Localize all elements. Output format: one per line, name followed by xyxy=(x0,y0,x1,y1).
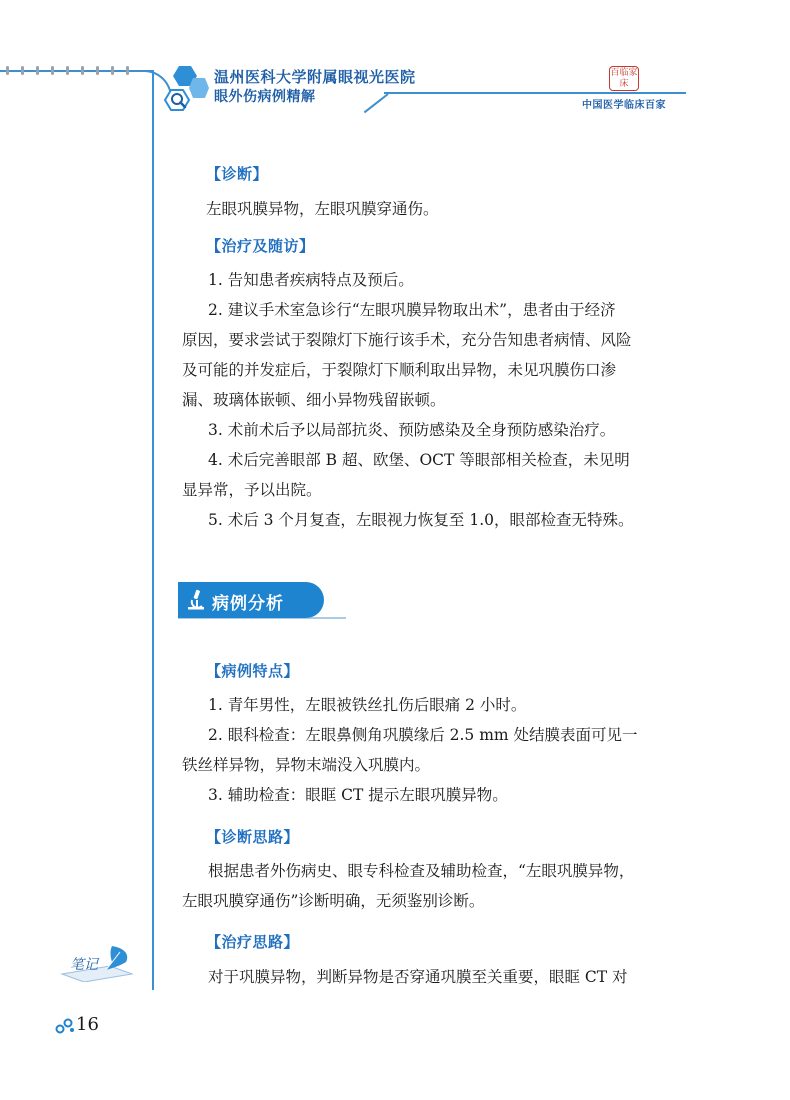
section-heading-diagnostic-thinking: 【诊断思路】 xyxy=(206,828,300,846)
header-subtitle: 眼外伤病例精解 xyxy=(214,89,316,105)
microscope-icon xyxy=(184,588,208,612)
margin-line xyxy=(152,70,154,990)
list-item: 3. 辅助检查：眼眶 CT 提示左眼巩膜异物。 xyxy=(208,786,508,804)
treatment-thinking-text: 对于巩膜异物，判断异物是否穿通巩膜至关重要，眼眶 CT 对 xyxy=(208,968,628,986)
features-list: 1. 青年男性，左眼被铁丝扎伤后眼痛 2 小时。 2. 眼科检查：左眼鼻侧角巩膜缘后 2.5 mm 处结膜表面可见一 铁丝样异物，异物末端没入巩膜内。 3. 辅助检查：眼眶 CT 提示左眼巩膜异物。 xyxy=(206,690,658,810)
section-heading-diagnosis: 【诊断】 xyxy=(206,165,269,183)
diagnosis-text: 左眼巩膜异物，左眼巩膜穿通伤。 xyxy=(206,200,439,218)
section-heading-features: 【病例特点】 xyxy=(206,662,300,680)
quill-notes-icon xyxy=(60,944,134,982)
hexagon-magnifier-icon xyxy=(163,64,209,114)
treatment-list: 1. 告知患者疾病特点及预后。 2. 建议手术室急诊行“左眼巩膜异物取出术”，患者由于经济 原因，要求尝试于裂隙灯下施行该手术，充分告知患者病情、风险 及可能的并发症后，于裂隙灯下顺利取出异物，未见巩膜伤口渗 漏、玻璃体嵌顿、细小异物残留嵌顿。 3. 术前术后予以局部抗炎、预防感染及全身预防感染治疗。 4. 术后完善眼部 B 超、欧堡、OCT 等眼部相关检查，未见明 显异常，予以出院。 5. 术后 3 个月复查，左眼视力恢复至 1.0，眼部检查无特殊。 xyxy=(206,265,658,535)
header-rule-slant xyxy=(364,93,389,113)
list-item: 4. 术后完善眼部 B 超、欧堡、OCT 等眼部相关检查，未见明 xyxy=(208,451,630,469)
banner-label: 病例分析 xyxy=(212,594,284,614)
header-title: 温州医科大学附属眼视光医院 xyxy=(214,68,416,86)
seal-stamp-icon: 百临家床 xyxy=(610,68,638,89)
notes-label: 笔记 xyxy=(70,957,98,973)
list-item: 2. 建议手术室急诊行“左眼巩膜异物取出术”，患者由于经济 xyxy=(208,301,616,319)
list-item: 1. 青年男性，左眼被铁丝扎伤后眼痛 2 小时。 xyxy=(208,696,527,714)
link-chain-icon xyxy=(55,1017,75,1035)
list-item: 5. 术后 3 个月复查，左眼视力恢复至 1.0，眼部检查无特殊。 xyxy=(208,511,634,529)
section-heading-treatment: 【治疗及随访】 xyxy=(206,237,315,255)
section-banner-case-analysis xyxy=(178,582,324,618)
list-item: 3. 术前术后予以局部抗炎、预防感染及全身预防感染治疗。 xyxy=(208,421,616,439)
page-number: 16 xyxy=(76,1014,99,1035)
series-name: 中国医学临床百家 xyxy=(582,100,666,111)
header-rule xyxy=(384,92,686,94)
list-item: 1. 告知患者疾病特点及预后。 xyxy=(208,271,414,289)
section-heading-treatment-thinking: 【治疗思路】 xyxy=(206,933,300,951)
diagnostic-thinking-text: 根据患者外伤病史、眼专科检查及辅助检查，“左眼巩膜异物， 左眼巩膜穿通伤”诊断明确，无须鉴别诊断。 xyxy=(182,862,635,910)
header-rail xyxy=(0,70,152,72)
list-item: 2. 眼科检查：左眼鼻侧角巩膜缘后 2.5 mm 处结膜表面可见一 xyxy=(208,726,638,744)
